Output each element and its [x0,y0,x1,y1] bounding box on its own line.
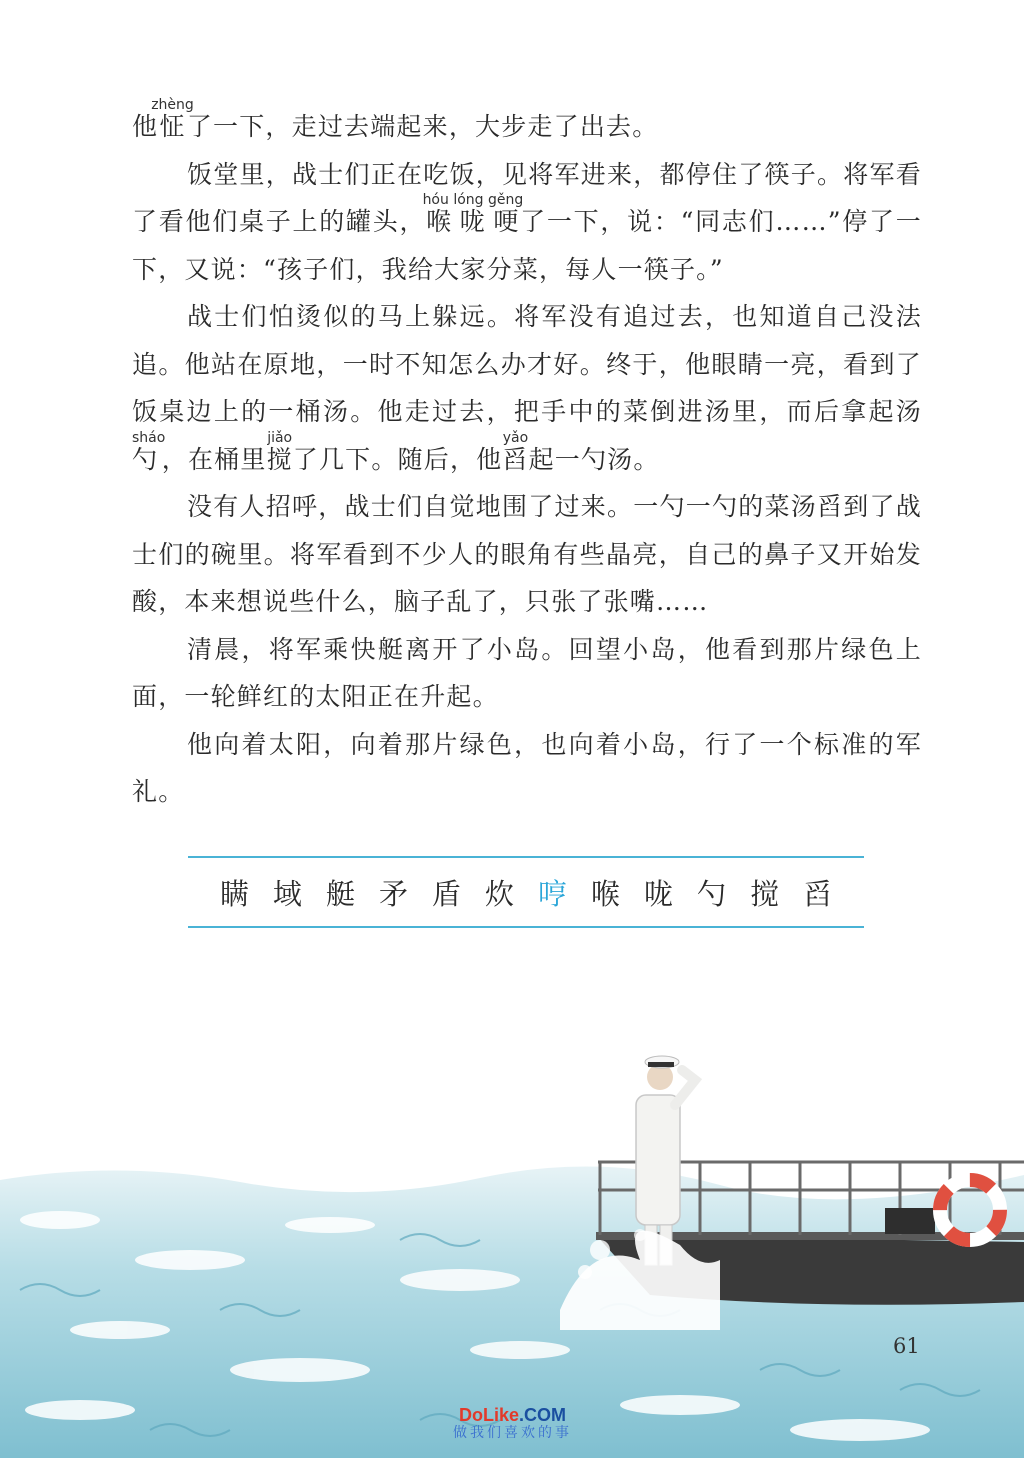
story-text [132,98,922,816]
paragraph [132,151,922,294]
watermark-subtitle: 做我们喜欢的事 [453,1425,572,1441]
vocab-char: 咙 [644,876,674,911]
pinyin-annotated-word [132,429,166,474]
annotated-chars: 喉咙哽 [422,207,524,236]
vocab-char: 喉 [591,876,621,911]
text-run: 他 [132,112,159,141]
paragraph [132,98,922,151]
pinyin: zhèng [151,97,194,113]
text-run: 没有人招呼，战士们自觉地围了过来。一勺一勺的菜汤舀到了战士们的碗里。将军看到不少人的眼角有些晶亮，自己的鼻子又开始发酸，本来想说些什么，脑子乱了，只张了张嘴…… [132,492,922,616]
vocab-char: 勺 [697,876,727,911]
vocab-char: 矛 [378,876,408,911]
text-run: 了一下，走过去端起来，大步走了出去。 [186,112,659,141]
text-run: 了几下。随后，他 [292,444,503,474]
pinyin: sháo [132,429,166,446]
text-run: 他向着太阳，向着那片绿色，也向着小岛，行了一个标准的军礼。 [132,729,922,806]
vocab-char: 舀 [803,876,833,911]
annotated-chars: 怔 [151,112,194,141]
boat-cabin-block [885,1208,935,1234]
text-run: 了一下，说：“同志们……”停了一下，又说：“孩子们，我给大家分菜，每人一筷子。” [132,207,922,284]
annotated-chars: 勺 [132,444,166,474]
paragraph [132,626,922,721]
text-run: 清晨，将军乘快艇离开了小岛。回望小岛，他看到那片绿色上面，一轮鲜红的太阳正在升起。 [132,634,922,711]
vocabulary-box [188,856,864,928]
vocab-char: 域 [272,876,302,911]
vocab-char: 瞒 [219,876,249,911]
paragraph [132,483,922,626]
page-number: 61 [893,1334,920,1358]
site-watermark [430,1405,595,1442]
annotated-chars: 搅 [266,444,293,474]
text-run: ，在桶里 [161,444,267,474]
pinyin: jiǎo [266,429,293,446]
text-run: 饭堂里，战士们正在吃饭，见将军进来，都停住了筷子。将军看了看他们桌子上的罐头， [132,159,922,236]
vocab-char: 搅 [750,876,780,911]
paragraph [132,293,922,483]
watermark-logo-do: DoLike [458,1405,519,1425]
vocab-char: 炊 [484,876,514,911]
watermark-logo [430,1405,595,1426]
pinyin-annotated-word [151,97,194,141]
pinyin-annotated-word [422,192,524,236]
vocab-char: 盾 [431,876,461,911]
annotated-chars: 舀 [502,444,529,474]
watermark-logo-com: .COM [519,1405,566,1425]
pinyin-annotated-word [502,429,529,474]
text-run: 战士们怕烫似的马上躲远。将军没有追过去，也知道自己没法追。他站在原地，一时不知怎么办才好。终于，他眼睛一亮，看到了饭桌边上的一桶汤。他走过去，把手中的菜倒进汤里，而后拿起汤 [132,302,922,426]
pinyin-annotated-word [266,429,293,474]
vocab-char: 哼 [538,876,568,911]
vocabulary-list [220,872,832,913]
pinyin: hóu lóng gěng [422,192,524,208]
vocab-char: 艇 [325,876,355,911]
pinyin: yǎo [502,429,529,446]
sea-illustration [0,1010,1024,1458]
paragraph [132,721,922,816]
text-run: 起一勺汤。 [528,444,660,474]
